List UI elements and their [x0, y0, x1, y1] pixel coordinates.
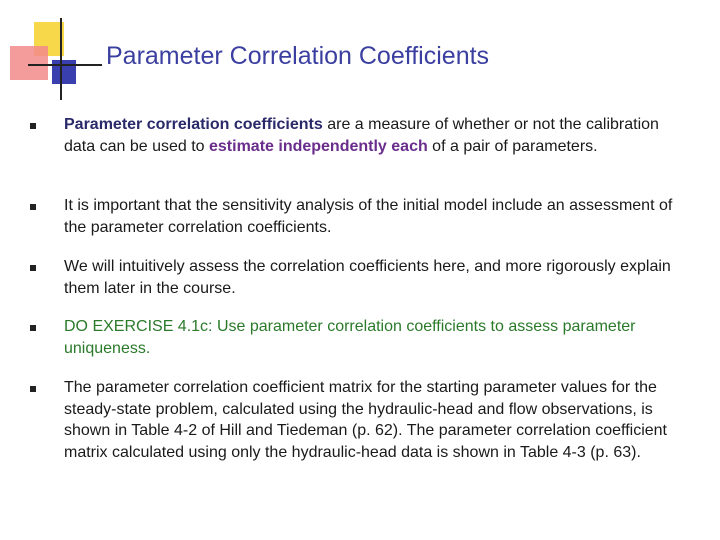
deco-horizontal-line — [28, 64, 102, 66]
bullet-item-2 — [64, 195, 694, 238]
bullet-marker — [30, 325, 36, 331]
bullet-text: It is important that the sensitivity analysis of the initial model include an assessment of the parameter correlation coefficients. — [64, 197, 673, 236]
bullet-text: The parameter correlation coefficient matrix for the starting parameter values for the steady-state problem, calculated using the hydraulic-head and flow observations, is shown in Table 4-2 of Hill and Tiedeman (p. 62). The parameter correlation coefficient matrix calculated using only the hydraulic-head data is shown in Table 4-3 (p. 63). — [64, 379, 667, 461]
bullet-item-3 — [64, 256, 694, 299]
deco-vertical-line — [60, 18, 62, 100]
bullet-text: of a pair of parameters. — [427, 137, 598, 155]
bullet-marker — [30, 265, 36, 271]
bullet-term: Parameter correlation coefficients — [64, 116, 323, 133]
bullet-text: are a measure of whether or not the calibration data can be used to — [64, 116, 659, 155]
bullet-marker — [30, 123, 36, 129]
bullet-marker — [30, 204, 36, 210]
bullet-item-4 — [64, 316, 694, 359]
bullet-text: DO EXERCISE 4.1c: Use parameter correlation coefficients to assess parameter uniqueness. — [64, 318, 636, 357]
slide-title: Parameter Correlation Coefficients — [106, 42, 490, 70]
bullet-emphasis: estimate independently each — [209, 137, 428, 155]
bullet-item-5 — [64, 377, 694, 463]
bullet-text: We will intuitively assess the correlation coefficients here, and more rigorously explain them later in the course. — [64, 258, 671, 297]
deco-pink-square — [10, 46, 48, 80]
bullet-item-1 — [64, 114, 694, 157]
bullet-marker — [30, 386, 36, 392]
